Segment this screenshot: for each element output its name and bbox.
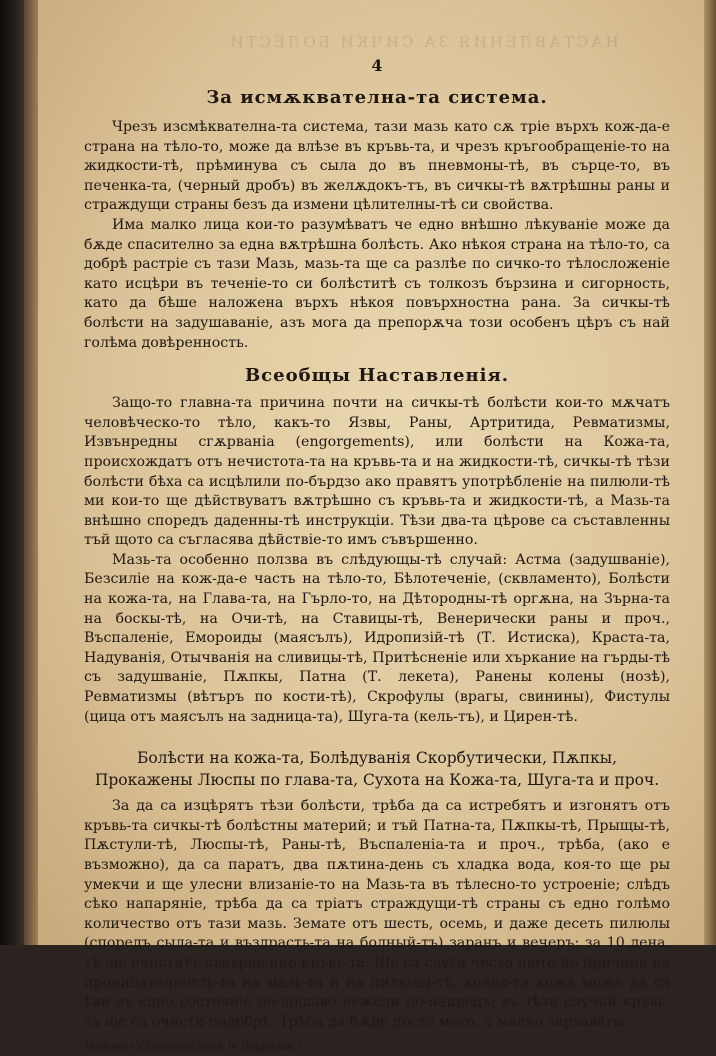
paragraph: Чрезъ изсмѣквателна-та система, тази мазь като сѫ тріе върхъ кож-да-е страна на тѣло-то, може да влѣзе въ кръвь-та, и чрезъ кръгообращеніе-то на жидкости-тѣ, прѣминува съ сыла до въ пневмоны-тѣ, въ сърце-то, въ печенка-та, (черный дробъ) въ желѫдокъ-тъ, въ сичкы-тѣ вѫтрѣшны раны и страждущи страны безъ да измени цѣлителны-тѣ си свойства. <box>84 119 670 214</box>
section-title-skin-diseases: Болѣсти на кожа-та, Болѣдуванія Скорбутически, Пѫпкы, Прокажены Люспы по глава-та, Сухота на Кожа-та, Шуга-та и проч. <box>94 749 660 790</box>
section-title-absorption: За исмѫкватeлна-та система. <box>206 87 548 108</box>
paragraph: За да са изцѣрятъ тѣзи болѣсти, трѣба да са истребятъ и изгонятъ отъ кръвь-та сичкы-тѣ болѣстны материй; и тъй Патна-та, Пѫпкы-тѣ, Прыщы-тѣ, Пѫстули-тѣ, Люспы-тѣ, Раны-тѣ, Въспаленіа-та и проч., трѣба, (ако е възможно), да са паратъ, два пѫтина-день съ хладка вода, коя-то ще ры умекчи и ще улесни влизаніе-то на Мазь-та въ тѣлесно-то устроеніе; слѣдъ сѣко напаряніе, трѣба да са тріатъ страждущи-тѣ страны съ едно голѣмо количество отъ тази мазь. Земате отъ шесть, осемь, и даже десеть пилюлы (споредъ сыла-та и въздрасть-та на болный-тъ) заранъ и вечеръ; за 10 дена, тѣ ще очистятъ съвършенно кръвь-та. Ще са слуги често щото по причина на проницателность-та на мазь-та и на пилюлы-тѣ, колна-та кожа може да са ѣви въ едно состояніе по-лошаво нежели по-напредъ; въ тѣзи случай кръвь-та ще са очисти подобрѣ. Трѣба да бѫде доста месо, а малко зарзаваты. <box>84 798 670 1030</box>
page-number: 4 <box>371 56 383 75</box>
book-page <box>38 0 704 1054</box>
bleed-through-text: НАСТАВЛЕНИЯ ЗА СИЧКИ БОЛЕСТИ <box>227 33 619 51</box>
page-edge <box>702 0 716 945</box>
paragraph: Защо-то главна-та причина почти на сичкы-тѣ болѣсти кои-то мѫчатъ человѣческо-то тѣло, какъ-то Язвы, Раны, Артритида, Ревматизмы, Извънредны сгѫрваніа (engorgements), или болѣсти на Кожа-та, происхождатъ отъ нечистота-та на кръвь-та и на жидкости-тѣ, сичкы-тѣ тѣзи болѣсти бѣха са исцѣлили по-бърдзо ако правятъ употрѣбленіе на пилюли-тѣ ми кои-то ще дѣйствуватъ вѫтрѣшно съ кръвь-та и жидкости-тѣ, а Мазь-та внѣшно споредъ даденны-тѣ инструкціи. Тѣзи два-та цѣрове са съставленны тъй щото са съгласява дѣйствіе-то имъ съвършенно. <box>84 395 670 549</box>
paragraph: Мазь-та особенно ползва въ слѣдующы-тѣ случай: Астма (задушваніе), Безсиліе на кож-да-е часть на тѣло-то, Бѣлотеченіе, (сквламенто), Болѣсти на кожа-та, на Глава-та, на Гърло-то, на Дѣторoдны-тѣ оргѫна, на Зърна-та на боскы-тѣ, на Очи-тѣ, на Ставицы-тѣ, Венерически раны и проч., Въспаленіе, Емороиды (маясълъ), Идропизій-тѣ (Т. Истиска), Краста-та, Надуванія, Отычванія на сливицы-тѣ, Притѣсненіе или хъркание на гърды-тѣ съ задушваніе, Пѫпкы, Патна (Т. лекета), Ранены колены (нозѣ), Ревматизмы (вѣтъръ по кости-тѣ), Скрофулы (врагы, свинины), Фистулы (цица отъ маясълъ на задница-та), Шуга-та (кель-тъ), и Цирен-тѣ. <box>84 551 670 725</box>
source-note: Holloway's Ointment Book in Bulgarian.] <box>84 1038 302 1054</box>
section-title-general-instructions: Всеобщы Наставленія. <box>244 365 510 387</box>
paragraph: Има малко лица кои-то разумѣватъ че едно внѣшно лѣкуваніе може да бѫде спасително за една вѫтрѣшна болѣсть. Ако нѣкоя страна на тѣло-то, са добрѣ растріе съ тази Мазь, мазь-та ще са разлѣе по сичко-то тѣлосложеніе като исцѣри въ теченіе-то си болѣститѣ съ толкозъ бързина и сигорность, като да бѣше наложена върхъ нѣкоя повърхностна рана. За сичкы-тѣ болѣсти на задушаваніе, азъ мога да препорѫча този особенъ цѣръ съ най голѣма довѣренность. <box>84 216 670 351</box>
book-spine <box>0 0 24 945</box>
